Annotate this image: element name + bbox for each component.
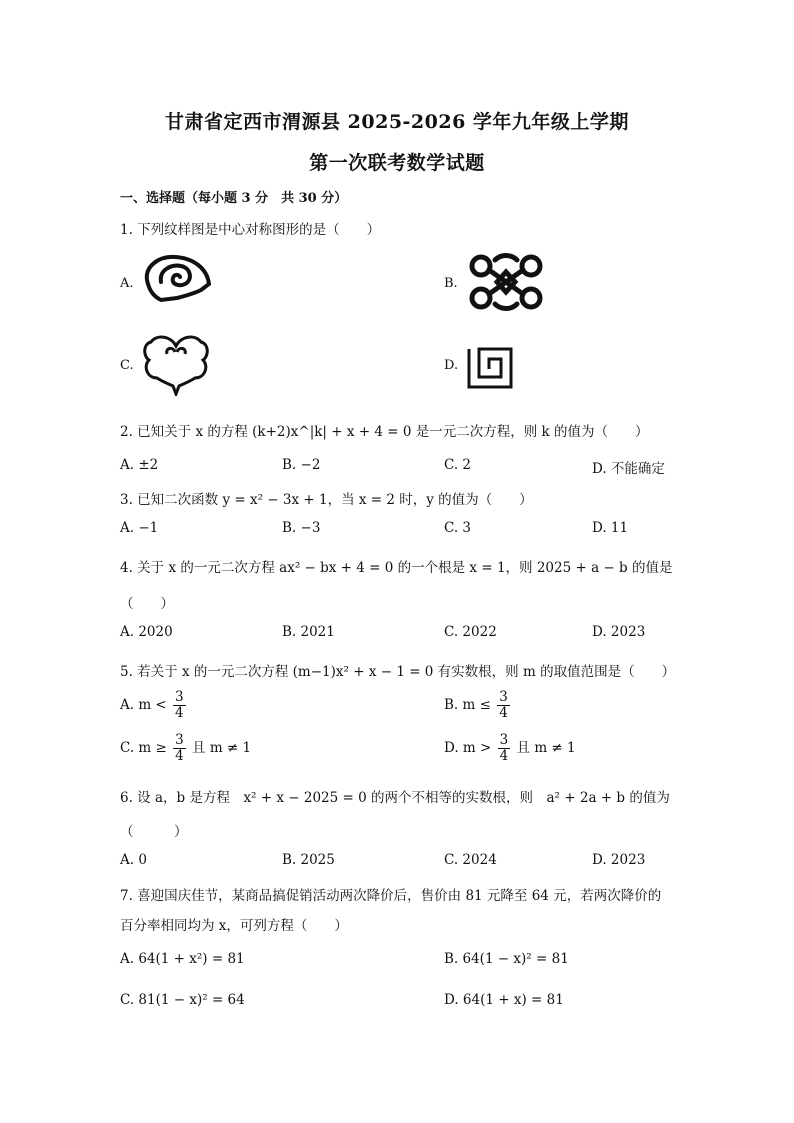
chinese-knot-icon [467, 252, 545, 316]
q2-option-c: C. 2 [444, 457, 472, 473]
q6-option-c: C. 2024 [444, 852, 497, 868]
question-3-stem: 3. 已知二次函数 y = x² − 3x + 1，当 x = 2 时，y 的值为（ ） [120, 492, 533, 508]
q5-c-suffix: 且 m ≠ 1 [192, 739, 252, 756]
fraction: $\frac{3}{4}$ [175, 732, 184, 764]
q5-option-d [444, 733, 576, 764]
q1-option-d-label: D. [444, 358, 459, 373]
question-6-paren: （ ） [120, 824, 188, 840]
q2-option-a: A. ±2 [120, 457, 159, 473]
q4-option-b: B. 2021 [282, 624, 335, 640]
section-heading: 一、选择题（每小题 3 分 共 30 分） [120, 191, 348, 206]
q4-option-c: C. 2022 [444, 624, 497, 640]
question-4-paren: （ ） [120, 596, 174, 612]
q3-option-b: B. −3 [282, 520, 321, 536]
question-7-stem-line1: 7. 喜迎国庆佳节，某商品搞促销活动两次降价后，售价由 81 元降至 64 元，若两次降价的 [120, 888, 662, 904]
q1-option-c-label: C. [120, 358, 134, 373]
spiral-cloud-icon [141, 252, 213, 312]
q5-option-a [120, 690, 188, 721]
question-1-stem: 1. 下列纹样图是中心对称图形的是（ ） [120, 222, 381, 238]
q4-option-d: D. 2023 [592, 624, 646, 640]
q1-option-b-label: B. [444, 276, 458, 291]
q5-a-prefix: A. m < [120, 696, 167, 713]
q3-option-c: C. 3 [444, 520, 472, 536]
cloud-heart-icon [141, 332, 211, 400]
q3-option-d: D. 11 [592, 520, 629, 536]
q5-option-c [120, 733, 251, 764]
q6-option-a: A. 0 [120, 852, 147, 868]
question-2-stem: 2. 已知关于 x 的方程 (k+2)x^|k| + x + 4 = 0 是一元二次方程，则 k 的值为（ ） [120, 424, 649, 440]
fraction: $\frac{3}{4}$ [175, 689, 184, 721]
exam-title-line1: 甘肃省定西市渭源县 2025-2026 学年九年级上学期 [165, 111, 629, 133]
q2-option-b: B. −2 [282, 457, 321, 473]
question-6-stem: 6. 设 a，b 是方程 x² + x − 2025 = 0 的两个不相等的实数根，则 a² + 2a + b 的值为 [120, 790, 670, 806]
q6-option-b: B. 2025 [282, 852, 335, 868]
square-spiral-icon [465, 345, 515, 395]
question-4-stem: 4. 关于 x 的一元二次方程 ax² − bx + 4 = 0 的一个根是 x = 1，则 2025 + a − b 的值是 [120, 560, 673, 576]
q4-option-a: A. 2020 [120, 624, 173, 640]
q7-option-b: B. 64(1 − x)² = 81 [444, 951, 569, 967]
question-5-stem: 5. 若关于 x 的一元二次方程 (m−1)x² + x − 1 = 0 有实数根，则 m 的取值范围是（ ） [120, 664, 676, 680]
q7-option-c: C. 81(1 − x)² = 64 [120, 992, 245, 1008]
fraction: $\frac{3}{4}$ [499, 732, 509, 764]
q3-option-a: A. −1 [120, 520, 159, 536]
q6-option-d: D. 2023 [592, 852, 646, 868]
q1-option-a-label: A. [120, 276, 134, 291]
question-7-stem-line2: 百分率相同均为 x，可列方程（ ） [120, 918, 348, 934]
q2-option-d: D. 不能确定 [592, 461, 665, 477]
fraction: $\frac{3}{4}$ [499, 689, 508, 721]
q5-d-suffix: 且 m ≠ 1 [516, 739, 576, 756]
q5-c-prefix: C. m ≥ [120, 739, 167, 756]
q7-option-d: D. 64(1 + x) = 81 [444, 992, 564, 1008]
q7-option-a: A. 64(1 + x²) = 81 [120, 951, 245, 967]
q5-b-prefix: B. m ≤ [444, 696, 491, 713]
q5-option-b [444, 690, 512, 721]
q5-d-prefix: D. m > [444, 739, 492, 756]
exam-title-line2: 第一次联考数学试题 [309, 152, 485, 174]
